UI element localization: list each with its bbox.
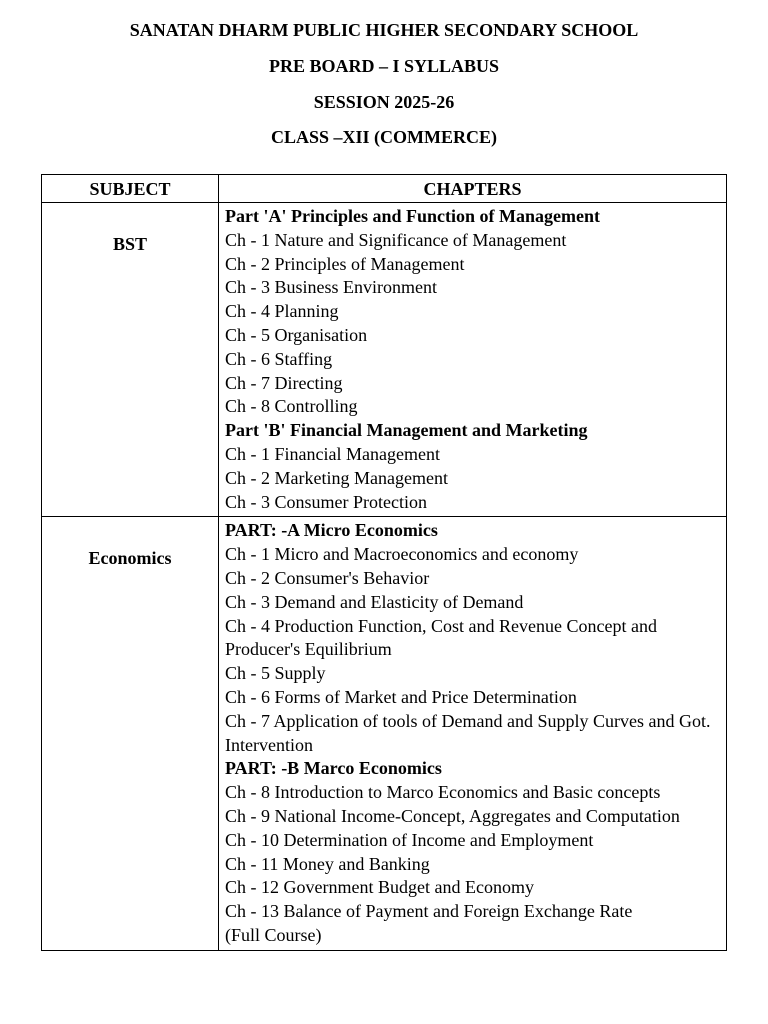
chapter-item: Ch - 5 Organisation: [225, 324, 368, 345]
table-row-economics: [42, 517, 727, 950]
syllabus-table: [41, 174, 727, 951]
chapter-item: Ch - 13 Balance of Payment and Foreign Exchange Rate: [225, 901, 633, 922]
chapters-column-header: CHAPTERS: [219, 175, 727, 203]
chapter-item: Ch - 1 Micro and Macroeconomics and economy: [225, 544, 579, 565]
chapter-item: Ch - 3 Business Environment: [225, 277, 437, 298]
chapter-item: (Full Course): [225, 924, 322, 945]
chapter-item: Ch - 6 Staffing: [225, 348, 333, 369]
chapter-item: Ch - 4 Planning: [225, 301, 339, 322]
chapter-item: Ch - 5 Supply: [225, 663, 326, 684]
part-heading: Part 'B' Financial Management and Marketing: [225, 420, 588, 441]
chapter-item: Ch - 11 Money and Banking: [225, 853, 430, 874]
subject-cell-economics: [42, 517, 219, 950]
chapter-item: Ch - 10 Determination of Income and Employment: [225, 829, 594, 850]
chapters-cell-economics: [219, 517, 727, 950]
chapters-cell-bst: [219, 203, 727, 517]
class-heading: CLASS –XII (COMMERCE): [270, 127, 497, 147]
part-heading: PART: -A Micro Economics: [225, 520, 438, 541]
chapter-item: Ch - 8 Introduction to Marco Economics and Basic concepts: [225, 782, 661, 803]
chapter-item: Ch - 6 Forms of Market and Price Determination: [225, 686, 577, 707]
chapter-item: Ch - 3 Consumer Protection: [225, 491, 427, 512]
subject-name: Economics: [88, 548, 172, 569]
subject-cell-bst: [42, 203, 219, 517]
chapter-item: Ch - 3 Demand and Elasticity of Demand: [225, 591, 524, 612]
chapter-item: Ch - 9 National Income-Concept, Aggregates and Computation: [225, 805, 680, 826]
chapter-item: Ch - 7 Application of tools of Demand and Supply Curves and Got. Intervention: [225, 710, 711, 755]
part-heading: PART: -B Marco Economics: [225, 758, 442, 779]
chapter-item: Ch - 7 Directing: [225, 372, 343, 393]
table-row-bst: [42, 203, 727, 517]
chapter-item: Ch - 12 Government Budget and Economy: [225, 877, 534, 898]
school-name-heading: SANATAN DHARM PUBLIC HIGHER SECONDARY SCHOOL: [129, 20, 639, 40]
part-heading: Part 'A' Principles and Function of Management: [225, 206, 600, 226]
chapter-item: Ch - 2 Principles of Management: [225, 253, 465, 274]
chapter-item: Ch - 2 Consumer's Behavior: [225, 567, 430, 588]
subject-column-header: SUBJECT: [42, 175, 219, 203]
chapter-item: Ch - 4 Production Function, Cost and Revenue Concept and Producer's Equilibrium: [225, 615, 657, 660]
table-header-row: [42, 175, 727, 203]
chapter-item: Ch - 1 Nature and Significance of Management: [225, 229, 567, 250]
chapter-item: Ch - 2 Marketing Management: [225, 467, 448, 488]
session-heading: SESSION 2025-26: [313, 92, 455, 112]
chapter-item: Ch - 8 Controlling: [225, 396, 358, 417]
chapter-item: Ch - 1 Financial Management: [225, 443, 440, 464]
subject-name: BST: [112, 234, 148, 254]
exam-title-heading: PRE BOARD – I SYLLABUS: [268, 56, 500, 76]
